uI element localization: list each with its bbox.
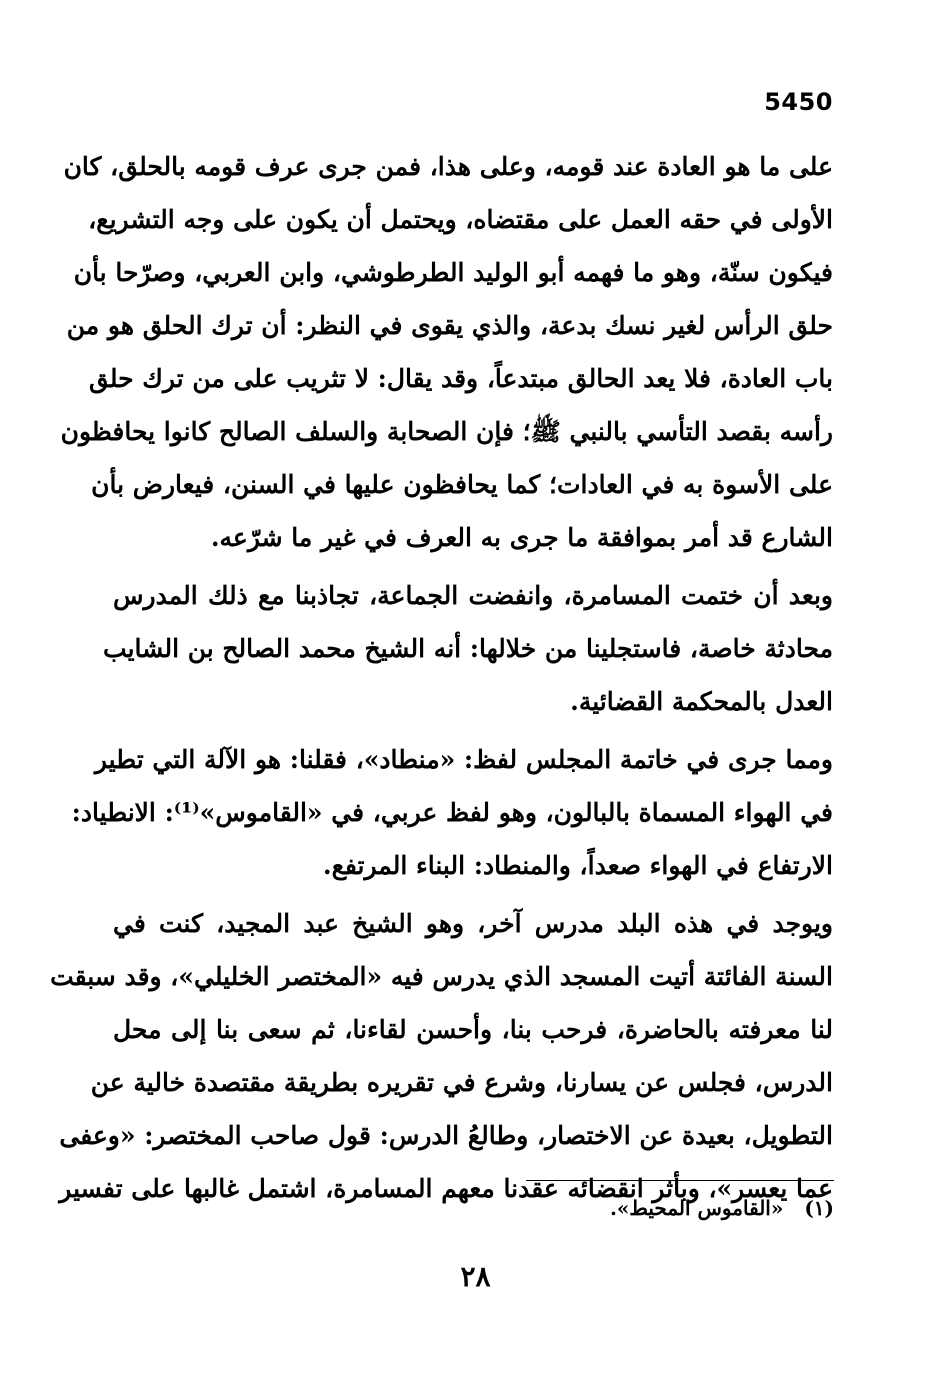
- paragraph: [103, 569, 833, 728]
- text-line: على ما هو العادة عند قومه، وعلى هذا، فمن جرى عرف قومه بالحلق، كان: [63, 152, 833, 181]
- text-line: رأسه بقصد التأسي بالنبي ﷺ؛ فإن الصحابة والسلف الصالح كانوا يحافظون: [60, 417, 833, 446]
- body-text: [50, 140, 833, 1220]
- text-line: على الأسوة به في العادات؛ كما يحافظون عليها في السنن، فيعارض بأن: [91, 470, 833, 499]
- text-line: ويوجد في هذه البلد مدرس آخر، وهو الشيخ عبد المجيد، كنت في: [113, 909, 833, 938]
- text-line: التطويل، بعيدة عن الاختصار، وطالعُ الدرس: قول صاحب المختصر: «وعفى: [59, 1121, 833, 1150]
- page-number: ٢٨: [460, 1260, 491, 1293]
- footnote-number: (١): [804, 1196, 834, 1220]
- paragraph: [50, 897, 833, 1215]
- paragraph: [71, 733, 833, 892]
- footnote-text: «القاموس المحيط».: [609, 1196, 784, 1220]
- text-line: الشارع قد أمر بموافقة ما جرى به العرف في غير ما شرّعه.: [210, 523, 833, 552]
- text-line: الدرس، فجلس عن يسارنا، وشرع في تقريره بطريقة مقتصدة خالية عن: [90, 1068, 833, 1097]
- text-line: السنة الفائتة أتيت المسجد الذي يدرس فيه «المختصر الخليلي»، وقد سبقت: [50, 962, 833, 991]
- text-line: عما يعسر»، وبأثر انقضائه عقدنا معهم المسامرة، اشتمل غالبها على تفسير: [59, 1174, 833, 1203]
- text-line: محادثة خاصة، فاستجلينا من خلالها: أنه الشيخ محمد الصالح بن الشايب: [103, 634, 833, 663]
- page-id: 5450: [764, 88, 833, 116]
- text-line: حلق الرأس لغير نسك بدعة، والذي يقوى في النظر: أن ترك الحلق هو من: [66, 311, 833, 340]
- text-line: الأولى في حقه العمل على مقتضاه، ويحتمل أن يكون على وجه التشريع،: [88, 205, 833, 234]
- text-line: ومما جرى في خاتمة المجلس لفظ: «منطاد»، فقلنا: هو الآلة التي تطير: [94, 745, 833, 774]
- text-line: الارتفاع في الهواء صعداً، والمنطاد: البناء المرتفع.: [322, 851, 833, 880]
- text-line: العدل بالمحكمة القضائية.: [570, 687, 833, 716]
- paragraph: [60, 140, 833, 564]
- text-line: فيكون سنّة، وهو ما فهمه أبو الوليد الطرطوشي، وابن العربي، وصرّحا بأن: [73, 258, 833, 287]
- text-line: في الهواء المسماة بالبالون، وهو لفظ عربي، في «القاموس»⁽¹⁾: الانطياد:: [71, 798, 833, 827]
- text-line: لنا معرفته بالحاضرة، فرحب بنا، وأحسن لقاءنا، ثم سعى بنا إلى محل: [113, 1015, 833, 1044]
- footnote: [610, 1196, 834, 1220]
- text-line: وبعد أن ختمت المسامرة، وانفضت الجماعة، تجاذبنا مع ذلك المدرس: [113, 581, 833, 610]
- footnote-divider: [526, 1180, 834, 1181]
- text-line: باب العادة، فلا يعد الحالق مبتدعاً، وقد يقال: لا تثريب على من ترك حلق: [88, 364, 833, 393]
